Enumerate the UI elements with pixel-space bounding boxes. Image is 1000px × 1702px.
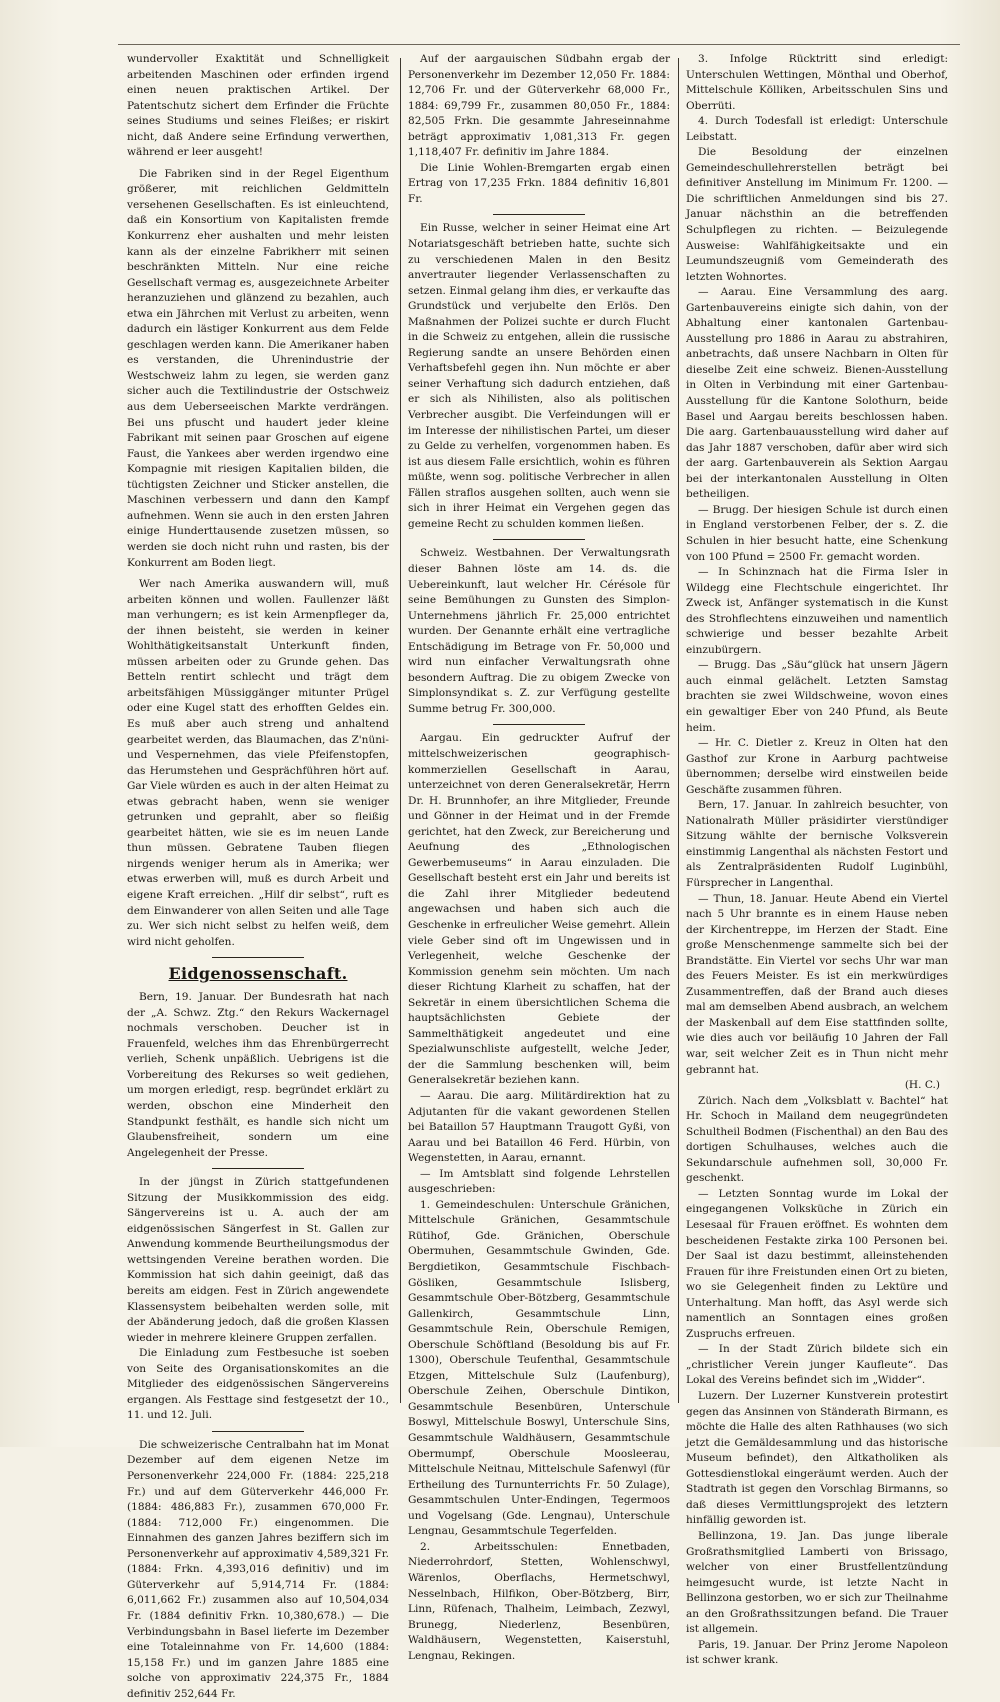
article-text: 3. Infolge Rücktritt sind erledigt: Unterschulen Wettingen, Mönthal und Oberhof, Mittelschule Kölliken, Arbeitsschulen Sins und Oberrüti. [686,53,948,112]
author-signature: (H. C.) [904,1079,940,1092]
article-text: — Brugg. Das „Säu“glück hat unsern Jägern auch einmal gelächelt. Letzten Samstag brachten sie zwei Wildschweine, wovon eines ein gewaltiger Eber von 240 Pfund, als Beute heim. [686,659,948,734]
article-text: 1. Gemeindeschulen: Unterschule Gränichen, Mittelschule Gränichen, Gesammtschule Rütihof, Gde. Gränichen, Oberschule Obermuhen, Gesammtschule Gwinden, Gde. Bergdietikon, Gesammtschule Fischbach-Gösliken, Gesammtschule Islisberg, Gesammtschule Ober-Bötzberg, Gesammtschule Gallenkirch, Gesammtschule Linn, Gesammtschule Rein, Oberschule Remigen, Oberschule Schöftland (Besoldung bis auf Fr. 1300), Oberschule Teufenthal, Gesammtschule Etzgen, Mittelschule Sulz (Laufenburg), Oberschule Zeihen, Oberschule Dintikon, Gesammtschule Besenbüren, Unterschule Boswyl, Mittelschule Boswyl, Unterschule Sins, Gesammtschule Waldhäusern, Gesammtschule Obermumpf, Oberschule Moosleerau, Mittelschule Neitnau, Mittelschule Safenwyl (für Ertheilung des Turnunterrichts Fr. 50 Zulage), Gesammtschulen Unter-Endingen, Tegermoos und Vogelsang (Gde. Lengnau), Unterschule Lengnau, Gesammtschule Tegerfelden. [408,1198,670,1538]
column-divider-2 [678,58,679,1403]
column-1 [127,52,389,1700]
article-text: Luzern. Der Luzerner Kunstverein protestirt gegen das Ansinnen von Ständerath Birmann, es möchte die Halle des alten Rathhauses (wo sich jetzt die Gemäldesammlung und das historische Museum befindet), den Altkatholiken als Gottesdienstlokal eingeräumt werden. Auch der Stadtrath ist gegen den Vorschlag Birmanns, so daß dieses Vermittlungsprojekt des letztern hinfällig geworden ist. [686,1390,948,1527]
article-text: Bellinzona, 19. Jan. Das junge liberale Großrathsmitglied Lamberti von Brissago, welcher von einer Brustfellentzündung heimgesucht wurde, ist letzte Nacht in Bellinzona gestorben, wo er sich zur Theilnahme an den Großrathssitzungen befand. Die Trauer ist allgemein. [686,1529,948,1636]
article-text: Ein Russe, welcher in seiner Heimat eine Art Notariatsgeschäft betrieben hatte, suchte sich zu verschiedenen Malen in den Besitz anvertrauter liegender Verlassenschaften zu setzen. Einmal gelang ihm dies, er verkaufte das Grundstück und verjubelte den Erlös. Den Maßnahmen der Polizei suchte er durch Flucht in die Schweiz zu entgehen, allein die russische Regierung sandte an unsere Behörden einen Verhaftsbefehl gegen ihn. Nun möchte er aber seiner Verhaftung sich dadurch entziehen, daß er sich als Nihilisten, also als politischen Verbrecher ausgibt. Die Verfeindungen will er im Interesse der nihilistischen Partei, um dieser zu Gelde zu verhelfen, vorgenommen haben. Es ist aus diesem Falle ersichtlich, wohin es führen müßte, wenn sog. politische Verbrecher in allen Fällen straflos ausgehen sollten, auch wenn sie sich in ihrer Heimat ein Vergehen gegen das gemeine Recht zu schulden kommen ließen. [408,222,670,530]
article-text: Die Fabriken sind in der Regel Eigenthum größerer, mit reichlichen Geldmitteln versehenen Gesellschaften. Es ist einleuchtend, daß ein Konsortium von Kapitalisten fremde Konkurrenz eher aushalten und mehr leisten kann als der einzelne Fabrikherr mit seinen beschränkten Mitteln. Nur eine reiche Gesellschaft vermag es, ausgezeichnete Arbeiter heranzuziehen und glänzend zu bezahlen, auch etwa ein Jährchen mit Verlust zu arbeiten, wenn dadurch ein lästiger Konkurrent aus dem Felde geschlagen werden kann. Die Amerikaner haben es verstanden, die Uhrenindustrie der Westschweiz lahm zu legen, sie werden ganz sicher auch die Textilindustrie der Ostschweiz aus dem Ueberseeischen Markte verdrängen. Bei uns pfuscht und haudert jeder kleine Fabrikant mit seinen paar Groschen auf eigene Faust, die Yankees aber werden irgendwo eine Kompagnie mit riesigen Kapitalien bilden, die tüchtigsten Zeichner und Sticker anstellen, die Maschinen verbessern und dann den Kampf aufnehmen. Wenn sie auch in den ersten Jahren einige Hunderttausende zusetzen müssen, so werden sie doch nicht ruhn und rasten, bis der Konkurrent am Boden liegt. [127,167,389,569]
article-text: In der jüngst in Zürich stattgefundenen Sitzung der Musikkommission des eidg. Sängervereins ist u. A. auch der am eidgenössischen Sängerfest in St. Gallen zur Anwendung kommende Beurtheilungsmodus der wettsingenden Vereine berathen worden. Die Kommission hat sich dahin geeinigt, daß das bereits am eidgen. Fest in Zürich angewendete Klassensystem beibehalten werden solle, mit der Abänderung jedoch, daß die großen Klassen wieder in mehrere kleinere Gruppen zerfallen. [127,1176,389,1344]
article-text: — Aarau. Eine Versammlung des aarg. Gartenbauvereins einigte sich dahin, von der Abhaltung einer kantonalen Gartenbau-Ausstellung pro 1886 in Aarau zu abstrahiren, anbetrachts, daß unsere Nachbarn in Olten für dieselbe Zeit eine schweiz. Bienen-Ausstellung in Olten in Verbindung mit einer Gartenbau-Ausstellung für die Kantone Solothurn, beide Basel und Aargau bereits beschlossen haben. Die aarg. Gartenbauausstellung wird daher auf das Jahr 1887 verschoben, dafür aber wird sich der aarg. Gartenbauverein als Sektion Aargau bei der interkantonalen Ausstellung in Olten betheiligen. [686,286,948,501]
article-text: — Letzten Sonntag wurde im Lokal der eingegangenen Volksküche in Zürich ein Lesesaal für Frauen eröffnet. Es wohnten dem bescheidenen Festakte zirka 100 Personen bei. Der Saal ist dazu bestimmt, alleinstehenden Frauen für ihre Freistunden einen Ort zu bieten, wo sie Gelegenheit finden zu Lektüre und Unterhaltung. Man hofft, das Asyl werde sich namentlich an Sonntagen eines großen Zuspruchs erfreuen. [686,1187,948,1340]
article-text: Auf der aargauischen Südbahn ergab der Personenverkehr im Dezember 12,050 Fr. 1884: 12,706 Fr. und der Güterverkehr 68,000 Fr., 1884: 69,799 Fr., zusammen 80,050 Fr., 1884: 82,505 Frkn. Die gesammte Jahreseinnahme beträgt approximativ 1,081,313 Fr. gegen 1,118,407 Fr. definitiv im Jahre 1884. [408,53,670,159]
column-3 [686,52,948,1667]
article-text: 2. Arbeitsschulen: Ennetbaden, Niederrohrdorf, Stetten, Wohlenschwyl, Wärenlos, Oberflachs, Hermetschwyl, Nesselnbach, Hilfikon, Ober-Bötzberg, Birr, Linn, Rüfenach, Thalheim, Leimbach, Zezwyl, Brunegg, Niederlenz, Besenbüren, Waldhäusern, Wegenstetten, Kaiserstuhl, Lengnau, Rekingen. [408,1540,670,1662]
article-text: Paris, 19. Januar. Der Prinz Jerome Napoleon ist schwer krank. [686,1638,948,1667]
separator [212,1431,304,1432]
separator [493,539,585,540]
separator [212,1168,304,1169]
article-text: Zürich. Nach dem „Volksblatt v. Bachtel“ hat Hr. Schoch in Mailand dem neugegründeten Schultheil Bodmen (Fischenthal) an den Bau des dortigen Schulhauses, welches auch die Sekundarschule aufnehmen soll, 30,000 Fr. geschenkt. [686,1094,948,1185]
article-text: 4. Durch Todesfall ist erledigt: Unterschule Leibstatt. [686,115,948,143]
column-2 [408,52,670,1662]
article-text: Wer nach Amerika auswandern will, muß arbeiten können und wollen. Faullenzer läßt man verhungern; es ist kein Armenpfleger da, der ihnen beisteht, sie werden in keiner Wohlthätigkeitsanstalt Unterkunft finden, müssen arbeiten oder zu Grunde gehen. Das Betteln rentirt schlecht und trägt dem arbeitsfähigen Müssiggänger mitunter Prügel oder eine Kugel statt des erhofften Geldes ein. Es muß aber auch streng und anhaltend gearbeitet werden, das Blaumachen, das Z'nüni- und Vespernehmen, das viele Pfeifenstopfen, das Herumstehen und Gesprächführen hört auf. Gar Viele würden es auch in der alten Heimat zu etwas gebracht haben, wenn sie weniger getrunken und geprahlt, aber so fleißig gearbeitet hätten, wie sie es im neuen Lande thun müssen. Gebratene Tauben fliegen nirgends weniger herum als in Amerika; wer etwas erwerben will, muß es durch Arbeit und eigene Kraft erreichen. „Hilf dir selbst“, ruft es dem Einwanderer von allen Seiten und alle Tage zu. Wer sich nicht selbst zu helfen weiß, dem wird nicht geholfen. [127,578,389,948]
article-text: — Aarau. Die aarg. Militärdirektion hat zu Adjutanten für die vakant gewordenen Stellen bei Bataillon 57 Hauptmann Traugott Gyßi, von Aarau und bei Bataillon 46 Ferd. Hürbin, von Wegenstetten, in Aarau, ernannt. [408,1090,670,1165]
column-divider-1 [400,58,401,1403]
article-text: Die Besoldung der einzelnen Gemeindeschullehrerstellen beträgt bei definitiver Anstellung im Minimum Fr. 1200. — Die schriftlichen Anmeldungen sind bis 27. Januar nächsthin an die betreffenden Schulpflegen zu richten. — Beizulegende Ausweise: Wahlfähigkeitsakte und ein Leumundszeugniß vom Gemeinderath des letzten Wohnortes. [686,146,948,283]
separator [493,724,585,725]
article-text: — Thun, 18. Januar. Heute Abend ein Viertel nach 5 Uhr brannte es in einem Hause neben der Kirchentreppe, im Herzen der Stadt. Eine große Menschenmenge sammelte sich bei der Brandstätte. Ein Viertel vor sechs Uhr war man des Feuers Meister. Es ist ein merkwürdiges Zusammentreffen, daß der Brand auch dieses mal am demselben Abend ausbrach, an welchem der Maskenball auf dem Eise stattfinden sollte, wie dies auch vor beiläufig 10 Jahren der Fall war, seit welcher Zeit es in Thun nicht mehr gebrannt hat. [686,892,948,1076]
article-text: — In der Stadt Zürich bildete sich ein „christlicher Verein junger Kaufleute“. Das Lokal des Vereins befindet sich im „Widder“. [686,1343,948,1387]
article-text: Aargau. Ein gedruckter Aufruf der mittelschweizerischen geographisch-kommerziellen Gesellschaft in Aarau, unterzeichnet von deren Generalsekretär, Herrn Dr. H. Brunnhofer, an ihre Mitglieder, Freunde und Gönner in der Heimat und in der Fremde gerichtet, hat den Zweck, zur Bereicherung und Aeufnung des „Ethnologischen Gewerbemuseums“ in Aarau einzuladen. Die Gesellschaft besteht erst ein Jahr und bereits ist die Zahl ihrer Mitglieder bedeutend angewachsen und haben sich auch die Geschenke in erfreulicher Weise gemehrt. Allein viele Geber sind oft im Ungewissen und in Verlegenheit, welche Geschenke der Kommission genehm sein möchten. Um nach dieser Richtung Klarheit zu schaffen, hat der Sekretär in einem übersichtlichen Schema die hauptsächlichsten Gebiete der Sammelthätigkeit angedeutet und eine Spezialwunschliste aufgestellt, welche Jeder, der die Sammlung beschenken will, beim Generalsekretär beziehen kann. [408,732,670,1087]
section-title: Eidgenossenschaft. [168,964,348,984]
article-text: Die Linie Wohlen-Bremgarten ergab einen Ertrag von 17,235 Frkn. 1884 definitiv 16,801 Fr. [408,161,670,205]
separator [212,957,304,958]
article-text: — Im Amtsblatt sind folgende Lehrstellen ausgeschrieben: [408,1167,670,1196]
article-text: — In Schinznach hat die Firma Isler in Wildegg eine Flechtschule eingerichtet. Ihr Zweck ist, Anfänger systematisch in die Kunst des Strohflechtens einzuweihen und namentlich schwierige und besser bezahlte Arbeit einzubürgern. [686,566,948,656]
article-text: — Brugg. Der hiesigen Schule ist durch einen in England verstorbenen Felber, der s. Z. die Schulen in hier besucht hatte, eine Schenkung von 100 Pfund = 2500 Fr. gemacht worden. [686,503,948,563]
article-text: Bern, 19. Januar. Der Bundesrath hat nach der „A. Schwz. Ztg.“ den Rekurs Wackernagel nochmals verschoben. Deucher ist in Frauenfeld, welches ihm das Ehrenbürgerrecht verlieh, Schenk unpäßlich. Uebrigens ist die Vorbereitung des Rekurses so weit gediehen, um morgen erledigt, resp. begründet erklärt zu werden, obschon eine Minderheit den Standpunkt festhält, es handle sich nicht um Glaubensfreiheit, sondern um eine Angelegenheit der Presse. [127,991,389,1159]
article-text: Schweiz. Westbahnen. Der Verwaltungsrath dieser Bahnen löste am 14. ds. die Uebereinkunft, laut welcher Hr. Cérésole für seine Bemühungen zu Gunsten des Simplon-Unternehmens jährlich Fr. 25,000 entrichtet wurden. Der Genannte erhält eine vertragliche Entschädigung im Betrage von Fr. 50,000 und wird nun einfacher Verwaltungsrath ohne besondern Auftrag. Die zu obigem Zwecke von Simplonsyndikat s. Z. zur Verfügung gestellte Summe betrug Fr. 300,000. [408,547,670,715]
top-rule [118,44,960,45]
article-text: — Hr. C. Dietler z. Kreuz in Olten hat den Gasthof zur Krone in Aarburg pachtweise übernommen; derselbe wird einstweilen beide Geschäfte zusammen führen. [686,737,948,796]
separator [493,214,585,215]
article-text: Bern, 17. Januar. In zahlreich besuchter, von Nationalrath Müller präsidirter vierstündiger Sitzung wählte der bernische Volksverein einstimmig Langenthal als nächsten Festort und als Zentralpräsidenten Rudolf Luginbühl, Fürsprecher in Langenthal. [686,799,948,889]
article-text: Die Einladung zum Festbesuche ist soeben von Seite des Organisationskomites an die Mitglieder des eidgenössischen Sängervereins ergangen. Als Festtage sind festgesetzt der 10., 11. und 12. Juli. [127,1347,389,1422]
article-text: Die schweizerische Centralbahn hat im Monat Dezember auf dem eigenen Netze im Personenverkehr 224,000 Fr. (1884: 225,218 Fr.) und auf dem Güterverkehr 446,000 Fr. (1884: 486,883 Fr.), zusammen 670,000 Fr. (1884: 712,000 Fr.) eingenommen. Die Einnahmen des ganzen Jahres beziffern sich im Personenverkehr auf approximativ 4,589,321 Fr. (1884: Frkn. 4,393,016 definitiv) und im Güterverkehr auf 5,914,714 Fr. (1884: 6,011,662 Fr.) zusammen also auf 10,504,034 Fr. (1884 definitiv Frkn. 10,380,678.) — Die Verbindungsbahn in Basel lieferte im Dezember eine Totaleinnahme von Fr. 14,600 (1884: 15,158 Fr.) und im ganzen Jahre 1885 eine solche von approximativ 224,375 Fr., 1884 definitiv 252,644 Fr. [127,1438,389,1700]
article-text: wundervoller Exaktität und Schnelligkeit arbeitenden Maschinen oder erfinden irgend einen neuen praktischen Artikel. Der Patentschutz sichert dem Erfinder die Früchte seines Studiums und seines Fleißes; er riskirt nicht, daß Andere seine Erfindung verwerthen, während er leer ausgeht! [127,53,389,159]
